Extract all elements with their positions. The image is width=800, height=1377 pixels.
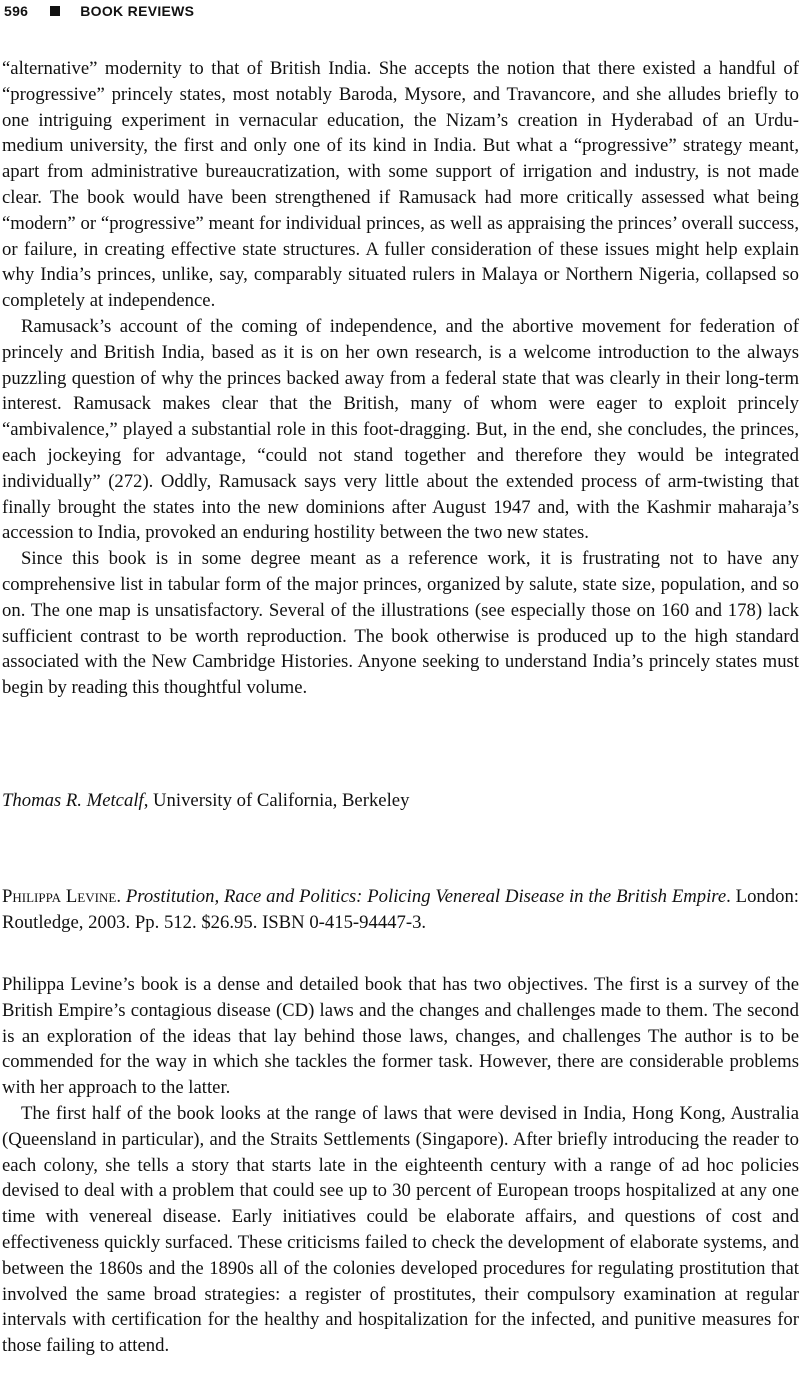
book-publication: . London: Routledge, 2003. Pp. 512. $26.95. ISBN 0-415-94447-3. bbox=[2, 886, 799, 933]
reviewer-name: Thomas R. Metcalf bbox=[2, 790, 144, 811]
page-number: 596 bbox=[4, 3, 29, 19]
reviewer-byline bbox=[2, 788, 409, 814]
review-1-body bbox=[2, 56, 799, 701]
review-1-paragraph: “alternative” modernity to that of British India. She accepts the notion that there existed a handful of “progressive” princely states, most notably Baroda, Mysore, and Travancore, and she alludes briefly to one intriguing experiment in vernacular education, the Nizam’s creation in Hyderabad of an Urdu-medium university, the first and only one of its kind in India. But what a “progressive” strategy meant, apart from administrative bureaucratization, with some support of irrigation and industry, is not made clear. The book would have been strengthened if Ramusack had more critically assessed what being “modern” or “progressive” meant for individual princes, as well as appraising the princes’ overall success, or failure, in creating effective state structures. A fuller consideration of these issues might help explain why India’s princes, unlike, say, comparably situated rulers in Malaya or Northern Nigeria, collapsed so completely at independence. bbox=[2, 58, 799, 312]
review-2-paragraph: Philippa Levine’s book is a dense and detailed book that has two objectives. The first is a survey of the British Empire’s contagious disease (CD) laws and the changes and challenges made to them. The second is an exploration of the ideas that lay behind those laws, changes, and challenges The author is to be commended for the way in which she tackles the former task. However, there are considerable problems with her approach to the latter. bbox=[2, 974, 799, 1099]
review-2-body bbox=[2, 972, 799, 1359]
book-author: Philippa Levine bbox=[2, 886, 117, 907]
review-2-paragraph: The first half of the book looks at the range of laws that were devised in India, Hong Kong, Australia (Queensland in particular), and the Straits Settlements (Singapore). After briefly introducing the reader to each colony, she tells a story that starts late in the eighteenth century with a range of ad hoc policies devised to deal with a problem that could see up to 30 percent of European troops hospitalized at any one time with venereal disease. Early initiatives could be elaborate affairs, and questions of cost and effectiveness quickly surfaced. These criticisms failed to check the development of elaborate systems, and between the 1860s and the 1890s all of the colonies developed procedures for regulating prostitution that involved the same broad strategies: a register of prostitutes, their compulsory examination at regular intervals with certification for the healthy and hospitalization for the infected, and punitive measures for those failing to attend. bbox=[2, 1102, 799, 1357]
section-title: BOOK REVIEWS bbox=[80, 3, 195, 19]
book-citation: Philippa Levine. Prostitution, Race and Politics: Policing Venereal Disease in the British Empire. London: Routledge, 2003. Pp. 512. $26.95. ISBN 0-415-94447-3. bbox=[2, 886, 799, 933]
book-title: Prostitution, Race and Politics: Policing Venereal Disease in the British Empire bbox=[125, 886, 727, 907]
review-1-paragraph: Since this book is in some degree meant as a reference work, it is frustrating not to have any comprehensive list in tabular form of the major princes, organized by salute, state size, population, and so on. The one map is unsatisfactory. Several of the illustrations (see especially those on 160 and 178) lack sufficient contrast to be worth reproduction. The book otherwise is produced up to the high standard associated with the New Cambridge Histories. Anyone seeking to understand India’s princely states must begin by reading this thoughtful volume. bbox=[2, 548, 799, 699]
review-1-paragraph: Ramusack’s account of the coming of independence, and the abortive movement for federation of princely and British India, based as it is on her own research, is a welcome introduction to the always puzzling question of why the princes backed away from a federal state that was clearly in their long-term interest. Ramusack makes clear that the British, many of whom were eager to exploit princely “ambivalence,” played a substantial role in this foot-dragging. But, in the end, she concludes, the princes, each jockeying for advantage, “could not stand together and therefore they would be integrated individually” (272). Oddly, Ramusack says very little about the extended process of arm-twisting that finally brought the states into the new dominions after August 1947 and, with the Kashmir maharaja’s accession to India, provoked an enduring hostility between the two new states. bbox=[2, 315, 799, 544]
running-head bbox=[4, 0, 194, 22]
reviewer-affiliation: , University of California, Berkeley bbox=[143, 790, 410, 811]
square-bullet-icon bbox=[50, 6, 60, 16]
